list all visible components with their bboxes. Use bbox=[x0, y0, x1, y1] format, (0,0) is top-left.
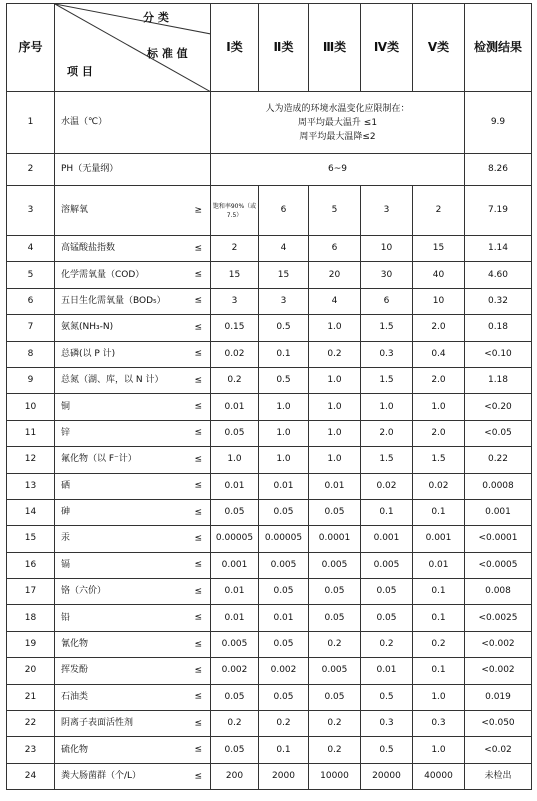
row-item bbox=[55, 262, 211, 288]
row-value-class-2: 0.00005 bbox=[259, 526, 309, 552]
row-value-class-3: 5 bbox=[309, 186, 361, 236]
row-number: 12 bbox=[7, 447, 55, 473]
row-item-label: 锌 bbox=[61, 427, 71, 438]
row-result: <0.002 bbox=[465, 658, 532, 684]
header-result: 检测结果 bbox=[465, 4, 532, 92]
row-number: 7 bbox=[7, 315, 55, 341]
row-value-class-4: 0.3 bbox=[361, 711, 413, 737]
row-number: 13 bbox=[7, 473, 55, 499]
comparison-sign: ≤ bbox=[194, 665, 202, 676]
row-number: 16 bbox=[7, 552, 55, 578]
row-item-label: 水温（℃） bbox=[61, 117, 108, 127]
row-value-class-2: 0.05 bbox=[259, 684, 309, 710]
row-result: 0.019 bbox=[465, 684, 532, 710]
row-value-class-3: 1.0 bbox=[309, 447, 361, 473]
row-value-class-2: 1.0 bbox=[259, 394, 309, 420]
table-row bbox=[7, 394, 532, 420]
row-value-class-5: 0.001 bbox=[413, 526, 465, 552]
row-item-label: 镉 bbox=[61, 559, 71, 570]
row-item-label: 砷 bbox=[61, 507, 71, 518]
row-value-class-1: 饱和率90%（或7.5） bbox=[211, 186, 259, 236]
row-value-class-3: 0.005 bbox=[309, 658, 361, 684]
row-value-class-1: 3 bbox=[211, 288, 259, 314]
comparison-sign: ≤ bbox=[194, 480, 202, 491]
row-result: 0.0008 bbox=[465, 473, 532, 499]
header-class-5: Ⅴ类 bbox=[413, 4, 465, 92]
ph-range: 6~9 bbox=[211, 154, 465, 186]
comparison-sign: ≤ bbox=[194, 454, 202, 465]
row-value-class-1: 15 bbox=[211, 262, 259, 288]
comparison-sign: ≤ bbox=[194, 533, 202, 544]
row-value-class-4: 1.5 bbox=[361, 315, 413, 341]
water-quality-table bbox=[6, 3, 532, 790]
row-value-class-4: 2.0 bbox=[361, 420, 413, 446]
row-value-class-2: 0.05 bbox=[259, 499, 309, 525]
row-item-label: 铜 bbox=[61, 401, 71, 412]
row-value-class-3: 10000 bbox=[309, 763, 361, 789]
row-number: 21 bbox=[7, 684, 55, 710]
row-item-label: PH（无量纲） bbox=[61, 164, 119, 174]
row-value-class-5: 40000 bbox=[413, 763, 465, 789]
row-value-class-3: 0.2 bbox=[309, 737, 361, 763]
row-value-class-5: 1.0 bbox=[413, 684, 465, 710]
table-row bbox=[7, 552, 532, 578]
row-item bbox=[55, 711, 211, 737]
row-value-class-1: 0.05 bbox=[211, 684, 259, 710]
row-item bbox=[55, 684, 211, 710]
row-value-class-2: 0.01 bbox=[259, 473, 309, 499]
row-result: 0.001 bbox=[465, 499, 532, 525]
row-value-class-4: 6 bbox=[361, 288, 413, 314]
row-result: <0.0001 bbox=[465, 526, 532, 552]
row-result: 1.14 bbox=[465, 236, 532, 262]
row-item-label: 挥发酚 bbox=[61, 665, 89, 676]
row-result: 0.008 bbox=[465, 579, 532, 605]
row-item-label: 溶解氧 bbox=[61, 205, 89, 215]
table-row bbox=[7, 186, 532, 236]
table-row bbox=[7, 447, 532, 473]
table-row bbox=[7, 262, 532, 288]
header-class-3: Ⅲ类 bbox=[309, 4, 361, 92]
row-value-class-3: 20 bbox=[309, 262, 361, 288]
row-value-class-5: 1.0 bbox=[413, 737, 465, 763]
row-item-label: 氰化物 bbox=[61, 639, 89, 650]
header-row bbox=[7, 4, 532, 92]
row-value-class-3: 1.0 bbox=[309, 394, 361, 420]
water-temp-note bbox=[211, 92, 465, 154]
row-value-class-3: 0.2 bbox=[309, 631, 361, 657]
row-item bbox=[55, 236, 211, 262]
row-value-class-2: 0.05 bbox=[259, 631, 309, 657]
row-item-label: 总磷(以 P 计) bbox=[61, 348, 116, 359]
comparison-sign: ≤ bbox=[194, 375, 202, 386]
row-value-class-3: 4 bbox=[309, 288, 361, 314]
row-value-class-5: 2.0 bbox=[413, 367, 465, 393]
row-value-class-3: 6 bbox=[309, 236, 361, 262]
row-value-class-3: 0.005 bbox=[309, 552, 361, 578]
table-row bbox=[7, 737, 532, 763]
row-result: 4.60 bbox=[465, 262, 532, 288]
row-item-label: 铅 bbox=[61, 612, 71, 623]
table-row bbox=[7, 473, 532, 499]
comparison-sign: ≤ bbox=[194, 401, 202, 412]
row-value-class-3: 0.05 bbox=[309, 499, 361, 525]
row-result: 1.18 bbox=[465, 367, 532, 393]
row-value-class-2: 15 bbox=[259, 262, 309, 288]
row-value-class-4: 0.001 bbox=[361, 526, 413, 552]
row-value-class-2: 0.1 bbox=[259, 341, 309, 367]
comparison-sign: ≤ bbox=[194, 744, 202, 755]
row-value-class-2: 0.05 bbox=[259, 579, 309, 605]
row-value-class-4: 1.5 bbox=[361, 447, 413, 473]
row-item-label: 粪大肠菌群（个/L） bbox=[61, 771, 142, 781]
row-result: <0.20 bbox=[465, 394, 532, 420]
row-value-class-5: 0.2 bbox=[413, 631, 465, 657]
row-value-class-3: 0.2 bbox=[309, 711, 361, 737]
row-value-class-3: 1.0 bbox=[309, 367, 361, 393]
row-value-class-1: 0.00005 bbox=[211, 526, 259, 552]
row-number: 24 bbox=[7, 763, 55, 789]
table-row bbox=[7, 763, 532, 789]
row-value-class-3: 0.05 bbox=[309, 605, 361, 631]
row-number: 19 bbox=[7, 631, 55, 657]
row-value-class-4: 0.2 bbox=[361, 631, 413, 657]
row-item bbox=[55, 154, 211, 186]
comparison-sign: ≤ bbox=[194, 718, 202, 729]
row-number: 22 bbox=[7, 711, 55, 737]
water-quality-table-wrapper bbox=[6, 3, 532, 790]
row-item-label: 石油类 bbox=[61, 691, 89, 702]
row-item bbox=[55, 737, 211, 763]
row-value-class-1: 0.15 bbox=[211, 315, 259, 341]
row-value-class-1: 0.001 bbox=[211, 552, 259, 578]
row-value-class-5: 2 bbox=[413, 186, 465, 236]
row-number: 6 bbox=[7, 288, 55, 314]
row-value-class-4: 10 bbox=[361, 236, 413, 262]
row-value-class-5: 0.4 bbox=[413, 341, 465, 367]
row-item bbox=[55, 92, 211, 154]
header-class-2: Ⅱ类 bbox=[259, 4, 309, 92]
row-number: 5 bbox=[7, 262, 55, 288]
row-value-class-2: 0.5 bbox=[259, 315, 309, 341]
table-row bbox=[7, 154, 532, 186]
row-value-class-4: 1.5 bbox=[361, 367, 413, 393]
row-number: 18 bbox=[7, 605, 55, 631]
comparison-sign: ≤ bbox=[194, 295, 202, 306]
row-item-label: 五日生化需氧量（BOD₅） bbox=[61, 295, 166, 306]
row-value-class-1: 0.005 bbox=[211, 631, 259, 657]
water-temp-note-line: 周平均最大温升 ≤1 bbox=[297, 117, 378, 128]
row-value-class-4: 0.5 bbox=[361, 737, 413, 763]
row-value-class-1: 200 bbox=[211, 763, 259, 789]
row-item-label: 阴离子表面活性剂 bbox=[61, 718, 134, 729]
row-value-class-3: 0.0001 bbox=[309, 526, 361, 552]
row-item-label: 硒 bbox=[61, 480, 71, 491]
row-value-class-5: 10 bbox=[413, 288, 465, 314]
row-value-class-5: 0.1 bbox=[413, 658, 465, 684]
row-value-class-3: 1.0 bbox=[309, 420, 361, 446]
row-item bbox=[55, 526, 211, 552]
row-value-class-2: 0.002 bbox=[259, 658, 309, 684]
row-value-class-4: 0.1 bbox=[361, 499, 413, 525]
row-item bbox=[55, 473, 211, 499]
row-number: 20 bbox=[7, 658, 55, 684]
comparison-sign: ≤ bbox=[194, 243, 202, 254]
row-result: <0.10 bbox=[465, 341, 532, 367]
row-number: 15 bbox=[7, 526, 55, 552]
row-number: 14 bbox=[7, 499, 55, 525]
row-value-class-4: 0.05 bbox=[361, 605, 413, 631]
row-value-class-3: 0.01 bbox=[309, 473, 361, 499]
row-value-class-4: 0.01 bbox=[361, 658, 413, 684]
row-value-class-2: 6 bbox=[259, 186, 309, 236]
row-result: <0.002 bbox=[465, 631, 532, 657]
row-item-label: 总氮（湖、库，以 N 计） bbox=[61, 375, 164, 386]
row-item bbox=[55, 315, 211, 341]
row-item bbox=[55, 605, 211, 631]
row-item-label: 氟化物（以 F⁻计） bbox=[61, 454, 137, 465]
row-result: <0.050 bbox=[465, 711, 532, 737]
table-row bbox=[7, 605, 532, 631]
comparison-sign: ≤ bbox=[194, 612, 202, 623]
comparison-sign: ≤ bbox=[194, 586, 202, 597]
row-value-class-5: 0.1 bbox=[413, 605, 465, 631]
comparison-sign: ≤ bbox=[194, 322, 202, 333]
row-result: 8.26 bbox=[465, 154, 532, 186]
row-value-class-3: 1.0 bbox=[309, 315, 361, 341]
row-number: 1 bbox=[7, 92, 55, 154]
row-value-class-4: 0.05 bbox=[361, 579, 413, 605]
row-value-class-2: 3 bbox=[259, 288, 309, 314]
row-value-class-5: 0.02 bbox=[413, 473, 465, 499]
row-item bbox=[55, 186, 211, 236]
row-result: 0.18 bbox=[465, 315, 532, 341]
comparison-sign: ≤ bbox=[194, 559, 202, 570]
row-value-class-1: 0.01 bbox=[211, 605, 259, 631]
row-number: 9 bbox=[7, 367, 55, 393]
row-number: 2 bbox=[7, 154, 55, 186]
row-value-class-2: 0.005 bbox=[259, 552, 309, 578]
row-item bbox=[55, 631, 211, 657]
row-number: 11 bbox=[7, 420, 55, 446]
row-item bbox=[55, 341, 211, 367]
row-value-class-2: 1.0 bbox=[259, 420, 309, 446]
comparison-sign: ≤ bbox=[194, 691, 202, 702]
row-value-class-2: 0.2 bbox=[259, 711, 309, 737]
row-value-class-4: 0.3 bbox=[361, 341, 413, 367]
row-number: 8 bbox=[7, 341, 55, 367]
row-value-class-5: 1.5 bbox=[413, 447, 465, 473]
row-value-class-4: 3 bbox=[361, 186, 413, 236]
row-result: 0.32 bbox=[465, 288, 532, 314]
row-item-label: 化学需氧量（COD） bbox=[61, 269, 145, 280]
row-value-class-2: 2000 bbox=[259, 763, 309, 789]
row-value-class-1: 0.01 bbox=[211, 473, 259, 499]
row-item bbox=[55, 658, 211, 684]
row-item bbox=[55, 367, 211, 393]
row-item bbox=[55, 394, 211, 420]
table-rows-body bbox=[7, 236, 532, 790]
row-value-class-2: 1.0 bbox=[259, 447, 309, 473]
water-temp-note-line: 人为造成的环境水温变化应限制在： bbox=[265, 103, 410, 114]
table-row bbox=[7, 684, 532, 710]
row-value-class-1: 0.05 bbox=[211, 499, 259, 525]
comparison-sign: ≤ bbox=[194, 427, 202, 438]
table-row bbox=[7, 658, 532, 684]
row-result: <0.0025 bbox=[465, 605, 532, 631]
table-row bbox=[7, 288, 532, 314]
row-value-class-2: 0.01 bbox=[259, 605, 309, 631]
water-temp-note-line: 周平均最大温降≤2 bbox=[299, 131, 376, 142]
row-value-class-2: 0.5 bbox=[259, 367, 309, 393]
row-item-label: 氨氮(NH₃-N) bbox=[61, 322, 114, 333]
comparison-sign: ≤ bbox=[194, 639, 202, 650]
row-result: <0.02 bbox=[465, 737, 532, 763]
table-row bbox=[7, 367, 532, 393]
diagonal-label-standard: 标 准 值 bbox=[147, 47, 188, 60]
comparison-sign: ≥ bbox=[194, 205, 202, 215]
row-number: 10 bbox=[7, 394, 55, 420]
row-value-class-5: 0.1 bbox=[413, 499, 465, 525]
row-value-class-4: 1.0 bbox=[361, 394, 413, 420]
header-seq: 序号 bbox=[7, 4, 55, 92]
row-value-class-5: 1.0 bbox=[413, 394, 465, 420]
row-value-class-5: 2.0 bbox=[413, 315, 465, 341]
table-row bbox=[7, 315, 532, 341]
row-value-class-5: 0.01 bbox=[413, 552, 465, 578]
row-item bbox=[55, 420, 211, 446]
header-class-1: Ⅰ类 bbox=[211, 4, 259, 92]
table-row bbox=[7, 579, 532, 605]
row-number: 3 bbox=[7, 186, 55, 236]
row-value-class-1: 1.0 bbox=[211, 447, 259, 473]
row-number: 4 bbox=[7, 236, 55, 262]
row-result: 未检出 bbox=[465, 763, 532, 789]
row-item bbox=[55, 447, 211, 473]
comparison-sign: ≤ bbox=[194, 771, 202, 781]
row-value-class-1: 0.05 bbox=[211, 737, 259, 763]
comparison-sign: ≤ bbox=[194, 348, 202, 359]
row-value-class-4: 0.02 bbox=[361, 473, 413, 499]
row-value-class-2: 4 bbox=[259, 236, 309, 262]
row-value-class-1: 0.01 bbox=[211, 579, 259, 605]
row-value-class-5: 2.0 bbox=[413, 420, 465, 446]
row-value-class-1: 0.01 bbox=[211, 394, 259, 420]
table-row bbox=[7, 499, 532, 525]
row-number: 17 bbox=[7, 579, 55, 605]
row-value-class-3: 0.05 bbox=[309, 684, 361, 710]
comparison-sign: ≤ bbox=[194, 269, 202, 280]
row-value-class-2: 0.1 bbox=[259, 737, 309, 763]
row-value-class-1: 0.05 bbox=[211, 420, 259, 446]
table-row bbox=[7, 631, 532, 657]
row-value-class-4: 0.005 bbox=[361, 552, 413, 578]
row-item-label: 汞 bbox=[61, 533, 71, 544]
row-item-label: 高锰酸盐指数 bbox=[61, 243, 116, 254]
row-number: 23 bbox=[7, 737, 55, 763]
row-result: 9.9 bbox=[465, 92, 532, 154]
table-row bbox=[7, 236, 532, 262]
row-value-class-3: 0.05 bbox=[309, 579, 361, 605]
row-item bbox=[55, 552, 211, 578]
table-row bbox=[7, 526, 532, 552]
row-value-class-5: 0.1 bbox=[413, 579, 465, 605]
row-value-class-4: 30 bbox=[361, 262, 413, 288]
table-row bbox=[7, 711, 532, 737]
comparison-sign: ≤ bbox=[194, 507, 202, 518]
row-value-class-3: 0.2 bbox=[309, 341, 361, 367]
row-value-class-1: 2 bbox=[211, 236, 259, 262]
table-row bbox=[7, 92, 532, 154]
row-result: 0.22 bbox=[465, 447, 532, 473]
row-item bbox=[55, 499, 211, 525]
row-value-class-5: 15 bbox=[413, 236, 465, 262]
table-row bbox=[7, 420, 532, 446]
row-result: 7.19 bbox=[465, 186, 532, 236]
table-row bbox=[7, 341, 532, 367]
row-item-label: 硫化物 bbox=[61, 744, 89, 755]
row-value-class-4: 0.5 bbox=[361, 684, 413, 710]
row-result: <0.0005 bbox=[465, 552, 532, 578]
row-value-class-5: 40 bbox=[413, 262, 465, 288]
diagonal-label-item: 项 目 bbox=[67, 65, 93, 78]
row-item bbox=[55, 288, 211, 314]
row-item-label: 铬（六价） bbox=[61, 586, 107, 597]
row-value-class-1: 0.02 bbox=[211, 341, 259, 367]
row-value-class-1: 0.2 bbox=[211, 711, 259, 737]
header-diagonal-cell bbox=[55, 4, 211, 92]
row-item bbox=[55, 579, 211, 605]
row-value-class-4: 20000 bbox=[361, 763, 413, 789]
row-result: <0.05 bbox=[465, 420, 532, 446]
row-value-class-1: 0.002 bbox=[211, 658, 259, 684]
header-class-4: Ⅳ类 bbox=[361, 4, 413, 92]
row-value-class-1: 0.2 bbox=[211, 367, 259, 393]
row-value-class-5: 0.3 bbox=[413, 711, 465, 737]
row-item bbox=[55, 763, 211, 789]
diagonal-label-class: 分 类 bbox=[143, 11, 169, 24]
